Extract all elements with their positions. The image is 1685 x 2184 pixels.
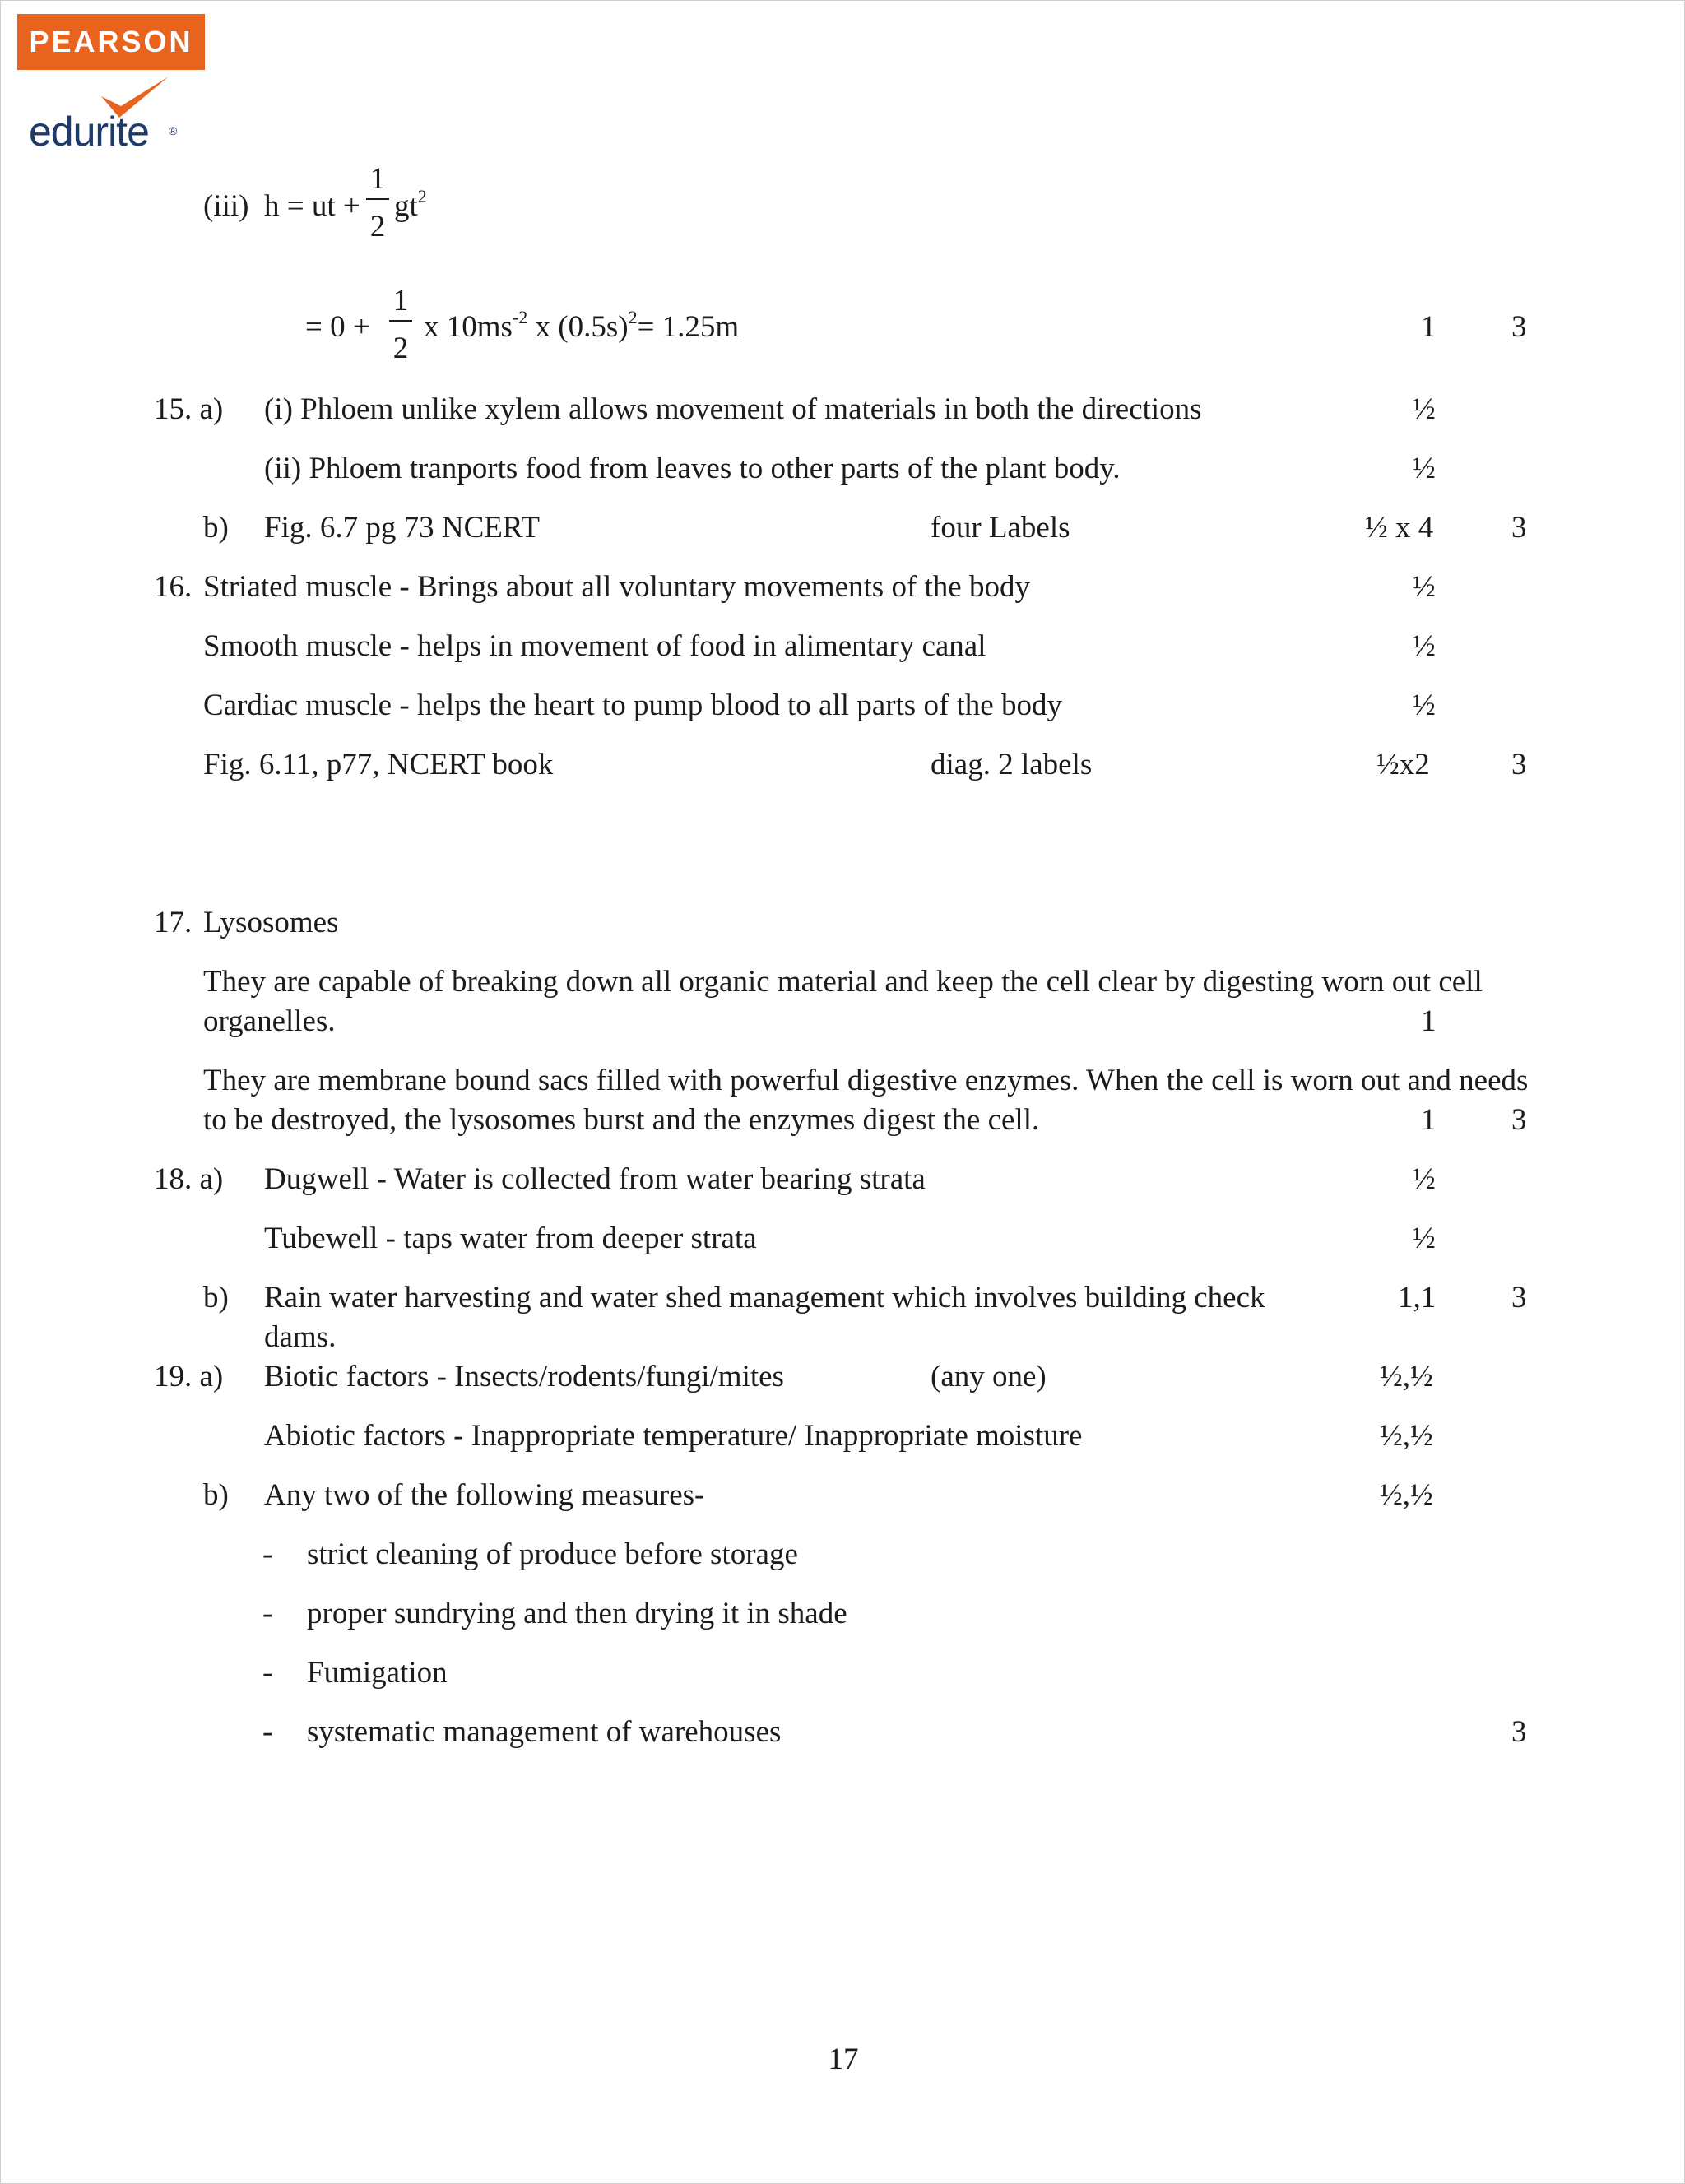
q15-ii-marks: ½ — [1413, 452, 1436, 485]
q14-formula-frac-den: 2 — [369, 210, 386, 243]
q19-total: 3 — [1511, 1715, 1527, 1749]
q14-calc-expression: x $10ms^{-2}$ x $(0.5s)^2= 1.25m$ — [424, 307, 740, 344]
q15-number: 15. a) — [154, 392, 224, 426]
q16-line1: Striated muscle - Brings about all voluntary movements of the body — [203, 570, 1030, 604]
q19-line1: Biotic factors - Insects/rodents/fungi/mites — [264, 1360, 784, 1393]
q19-bullet-dash: - — [262, 1656, 273, 1690]
pearson-logo — [17, 14, 205, 70]
q17-para2-line1: They are membrane bound sacs filled with powerful digestive enzymes. When the cell is worn out and needs — [203, 1064, 1529, 1097]
q19-line2-marks: ½,½ — [1380, 1419, 1433, 1453]
q14-part-label: (iii) — [203, 189, 249, 223]
q15-ii-text: (ii) Phloem tranports food from leaves to other parts of the plant body. — [264, 452, 1121, 485]
q16-line4-note: diag. 2 labels — [931, 748, 1093, 781]
q14-total: 3 — [1511, 310, 1527, 344]
q15-b-text: Fig. 6.7 pg 73 NCERT — [264, 511, 540, 545]
q19-bullet-item: Fumigation — [307, 1656, 448, 1690]
q18-line1-marks: ½ — [1413, 1162, 1436, 1196]
q18-line2-marks: ½ — [1413, 1222, 1436, 1255]
q16-line3-marks: ½ — [1413, 689, 1436, 722]
q14-calc-frac-den: 2 — [392, 332, 409, 365]
pearson-logo-text: PEARSON — [29, 25, 193, 58]
q15-b-marks: ½ x 4 — [1365, 511, 1434, 545]
q16-line1-marks: ½ — [1413, 570, 1436, 604]
q18-b-label: b) — [203, 1281, 229, 1315]
q17-total: 3 — [1511, 1103, 1527, 1137]
q19-b-label: b) — [203, 1478, 229, 1512]
q19-bullet-dash: - — [262, 1597, 273, 1630]
q17-para2-line2: to be destroyed, the lysosomes burst and the enzymes digest the cell. — [203, 1103, 1040, 1137]
q14-marks: 1 — [1421, 310, 1437, 344]
page-number: 17 — [828, 2043, 859, 2076]
q15-i-text: (i) Phloem unlike xylem allows movement of materials in both the directions — [264, 392, 1202, 426]
q19-line1-note: (any one) — [931, 1360, 1047, 1393]
q19-bullet-item: systematic management of warehouses — [307, 1715, 782, 1749]
edurite-logo-text: edurite — [29, 109, 149, 155]
q16-total: 3 — [1511, 748, 1527, 781]
q18-b-marks: 1,1 — [1398, 1281, 1437, 1315]
q14-calc-frac-num: 1 — [392, 284, 409, 318]
q19-line2: Abiotic factors - Inappropriate temperature/ Inappropriate moisture — [264, 1419, 1083, 1453]
q18-number: 18. a) — [154, 1162, 224, 1196]
q17-para1-marks: 1 — [1421, 1004, 1437, 1038]
q14-formula-frac-num: 1 — [369, 162, 386, 196]
q14-formula-rhs: $gt^2$ — [394, 186, 427, 223]
q19-line1-marks: ½,½ — [1380, 1360, 1433, 1393]
q15-b-note: four Labels — [931, 511, 1070, 545]
q17-para2-marks: 1 — [1421, 1103, 1437, 1137]
q18-line2: Tubewell - taps water from deeper strata — [264, 1222, 757, 1255]
q19-b-text: Any two of the following measures- — [264, 1478, 705, 1512]
q18-total: 3 — [1511, 1281, 1527, 1315]
q14-formula-frac-bar — [366, 198, 389, 200]
q17-title: Lysosomes — [203, 906, 339, 939]
q19-b-marks: ½,½ — [1380, 1478, 1433, 1512]
q15-b-label: b) — [203, 511, 229, 545]
q19-number: 19. a) — [154, 1360, 224, 1393]
q19-bullet-dash: - — [262, 1537, 273, 1571]
q18-b-line2: dams. — [264, 1320, 337, 1354]
q16-number: 16. — [154, 570, 193, 604]
q17-para1-line2: organelles. — [203, 1004, 336, 1038]
q17-number: 17. — [154, 906, 193, 939]
q14-formula-lhs: h = ut + — [264, 189, 360, 223]
q18-b-line1: Rain water harvesting and water shed management which involves building check — [264, 1281, 1265, 1315]
q16-line3: Cardiac muscle - helps the heart to pump blood to all parts of the body — [203, 689, 1062, 722]
q19-bullet-item: strict cleaning of produce before storage — [307, 1537, 798, 1571]
q16-line4: Fig. 6.11, p77, NCERT book — [203, 748, 554, 781]
q16-line2-marks: ½ — [1413, 629, 1436, 663]
q15-total: 3 — [1511, 511, 1527, 545]
trademark-symbol: ® — [169, 124, 178, 137]
q16-line2: Smooth muscle - helps in movement of food in alimentary canal — [203, 629, 986, 663]
q15-i-marks: ½ — [1413, 392, 1436, 426]
q19-bullet-dash: - — [262, 1715, 273, 1749]
q17-para1-line1: They are capable of breaking down all organic material and keep the cell clear by digesting worn out cell — [203, 965, 1483, 999]
q14-calc-prefix: = 0 + — [305, 310, 370, 344]
q14-calc-frac-bar — [389, 320, 412, 322]
q19-bullet-item: proper sundrying and then drying it in shade — [307, 1597, 847, 1630]
q18-line1: Dugwell - Water is collected from water bearing strata — [264, 1162, 926, 1196]
q16-line4-marks: ½x2 — [1376, 748, 1430, 781]
